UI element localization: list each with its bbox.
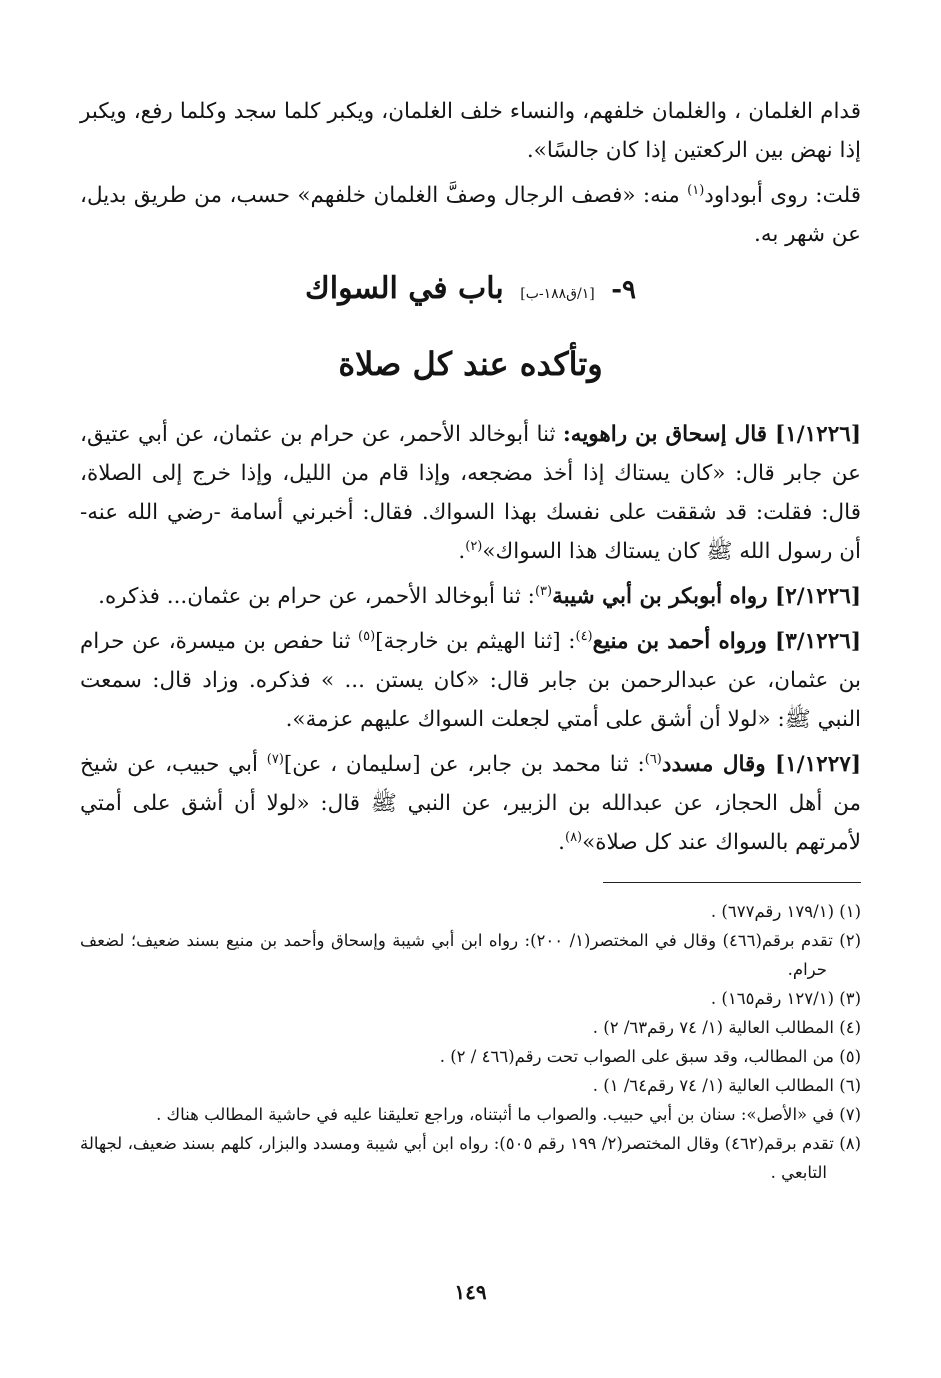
hadith-ref: [١/١٢٢٧] وقال مسدد (661, 752, 862, 777)
footnote: (٧) في «الأصل»: سنان بن أبي حبيب. والصواب ما أثبتناه، وراجع تعليقنا عليه في حاشية المطالب هناك . (156, 1105, 861, 1124)
footnote-ref[interactable]: (٣) (534, 583, 553, 599)
footnote: (٤) المطالب العالية (١/ ٧٤ رقم٦٣/ ٢) . (592, 1018, 861, 1037)
footnote: (٣) (١٢٧/١ رقم١٦٥) . (710, 989, 861, 1008)
footnote-ref[interactable]: (٧) (266, 751, 284, 767)
paragraph-continuation: قدام الغلمان ، والغلمان خلفهم، والنساء خلف الغلمان، ويكبر كلما سجد وكلما رفع، ويكبر إذا نهض بين الركعتين إذا كان جالسًا». (80, 99, 861, 163)
chapter-title: باب في السواك (305, 271, 504, 306)
chapter-number: ٩- (611, 275, 636, 305)
hadith-ref: [١/١٢٢٦] قال إسحاق بن راهويه: (562, 422, 861, 447)
footnote: (٨) تقدم برقم(٤٦٢) وقال المختصر(٢/ ١٩٩ رقم ٥٠٥): رواه ابن أبي شيبة ومسدد والبزار، كلهم بسند ضعيف، لجهالة التابعي . (80, 1134, 862, 1182)
hadith-3: [٣/١٢٢٦] ورواه أحمد بن منيع$^{(٤)}$: [ثنا الهيثم بن خارجة]$^{(٥)}$ ثنا حفص بن ميسرة، عن حرام بن عثمان، عن عبدالرحمن بن جابر قال: «كان يستن ... » فذكره. وزاد قال: سمعت النبي ﷺ: «لولا أن أشق على أمتي لجعلت السواك عليهم عزمة». (80, 628, 861, 732)
hadith-ref: [٢/١٢٢٦] رواه أبوبكر بن أبي شيبة (552, 584, 861, 609)
footnote-ref[interactable]: (٢) (465, 538, 483, 554)
footnote-ref[interactable]: (١) (687, 182, 705, 198)
manuscript-ref: [١/ق١٨٨-ب] (520, 286, 595, 302)
footnote-ref[interactable]: (٨) (564, 829, 583, 845)
footnote-divider (603, 882, 861, 883)
footnote-ref[interactable]: (٥) (358, 628, 376, 644)
footnote: (٥) من المطالب، وقد سبق على الصواب تحت رقم(٤٦٦ / ٢) . (439, 1047, 861, 1066)
hadith-4: [١/١٢٢٧] وقال مسدد$^{(٦)}$: ثنا محمد بن جابر، عن [سليمان ، عن]$^{(٧)}$ أبي حبيب، عن شيخ من أهل الحجاز، عن عبدالله بن الزبير، عن النبي ﷺ قال: «لولا أن أشق على أمتي لأمرتهم بالسواك عند كل صلاة»$^{(٨)}$. (80, 751, 862, 855)
chapter-heading (80, 266, 861, 317)
paragraph-note: قلت: روى أبوداود$^{(١)}$ منه: «فصف الرجال وصفَّ الغلمان خلفهم» حسب، من طريق بديل، عن شهر به. (80, 182, 861, 247)
footnote-ref[interactable]: (٦) (644, 751, 662, 767)
footnote: (١) (١٧٩/١ رقم٦٧٧) . (710, 902, 861, 921)
page-body (80, 92, 861, 1187)
footnote: (٦) المطالب العالية (١/ ٧٤ رقم٦٤/ ١) . (592, 1076, 861, 1095)
hadith-ref: [٣/١٢٢٦] ورواه أحمد بن منيع (592, 629, 861, 654)
page-number: ١٤٩ (454, 1280, 487, 1304)
hadith-2: [٢/١٢٢٦] رواه أبوبكر بن أبي شيبة$^{(٣)}$: ثنا أبوخالد الأحمر، عن حرام بن عثمان... فذكره. (98, 583, 861, 609)
hadith-1: [١/١٢٢٦] قال إسحاق بن راهويه: ثنا أبوخالد الأحمر، عن حرام بن عثمان، عن أبي عتيق، عن جابر قال: «كان يستاك إذا أخذ مضجعه، وإذا قام من الليل، وإذا خرج إلى الصلاة، قال: فقلت: قد شققت على نفسك بهذا السواك. فقال: أخبرني أسامة -رضي الله عنه- أن رسول الله ﷺ كان يستاك هذا السواك»$^{(٢)}$. (80, 422, 861, 564)
footnote: (٢) تقدم برقم(٤٦٦) وقال في المختصر(١/ ٢٠٠): رواه ابن أبي شيبة وإسحاق وأحمد بن منيع بسند ضعيف؛ لضعف حرام. (80, 931, 861, 979)
footnote-ref[interactable]: (٤) (575, 628, 593, 644)
chapter-subtitle: وتأكده عند كل صلاة (338, 345, 603, 383)
footnotes (80, 897, 861, 1187)
